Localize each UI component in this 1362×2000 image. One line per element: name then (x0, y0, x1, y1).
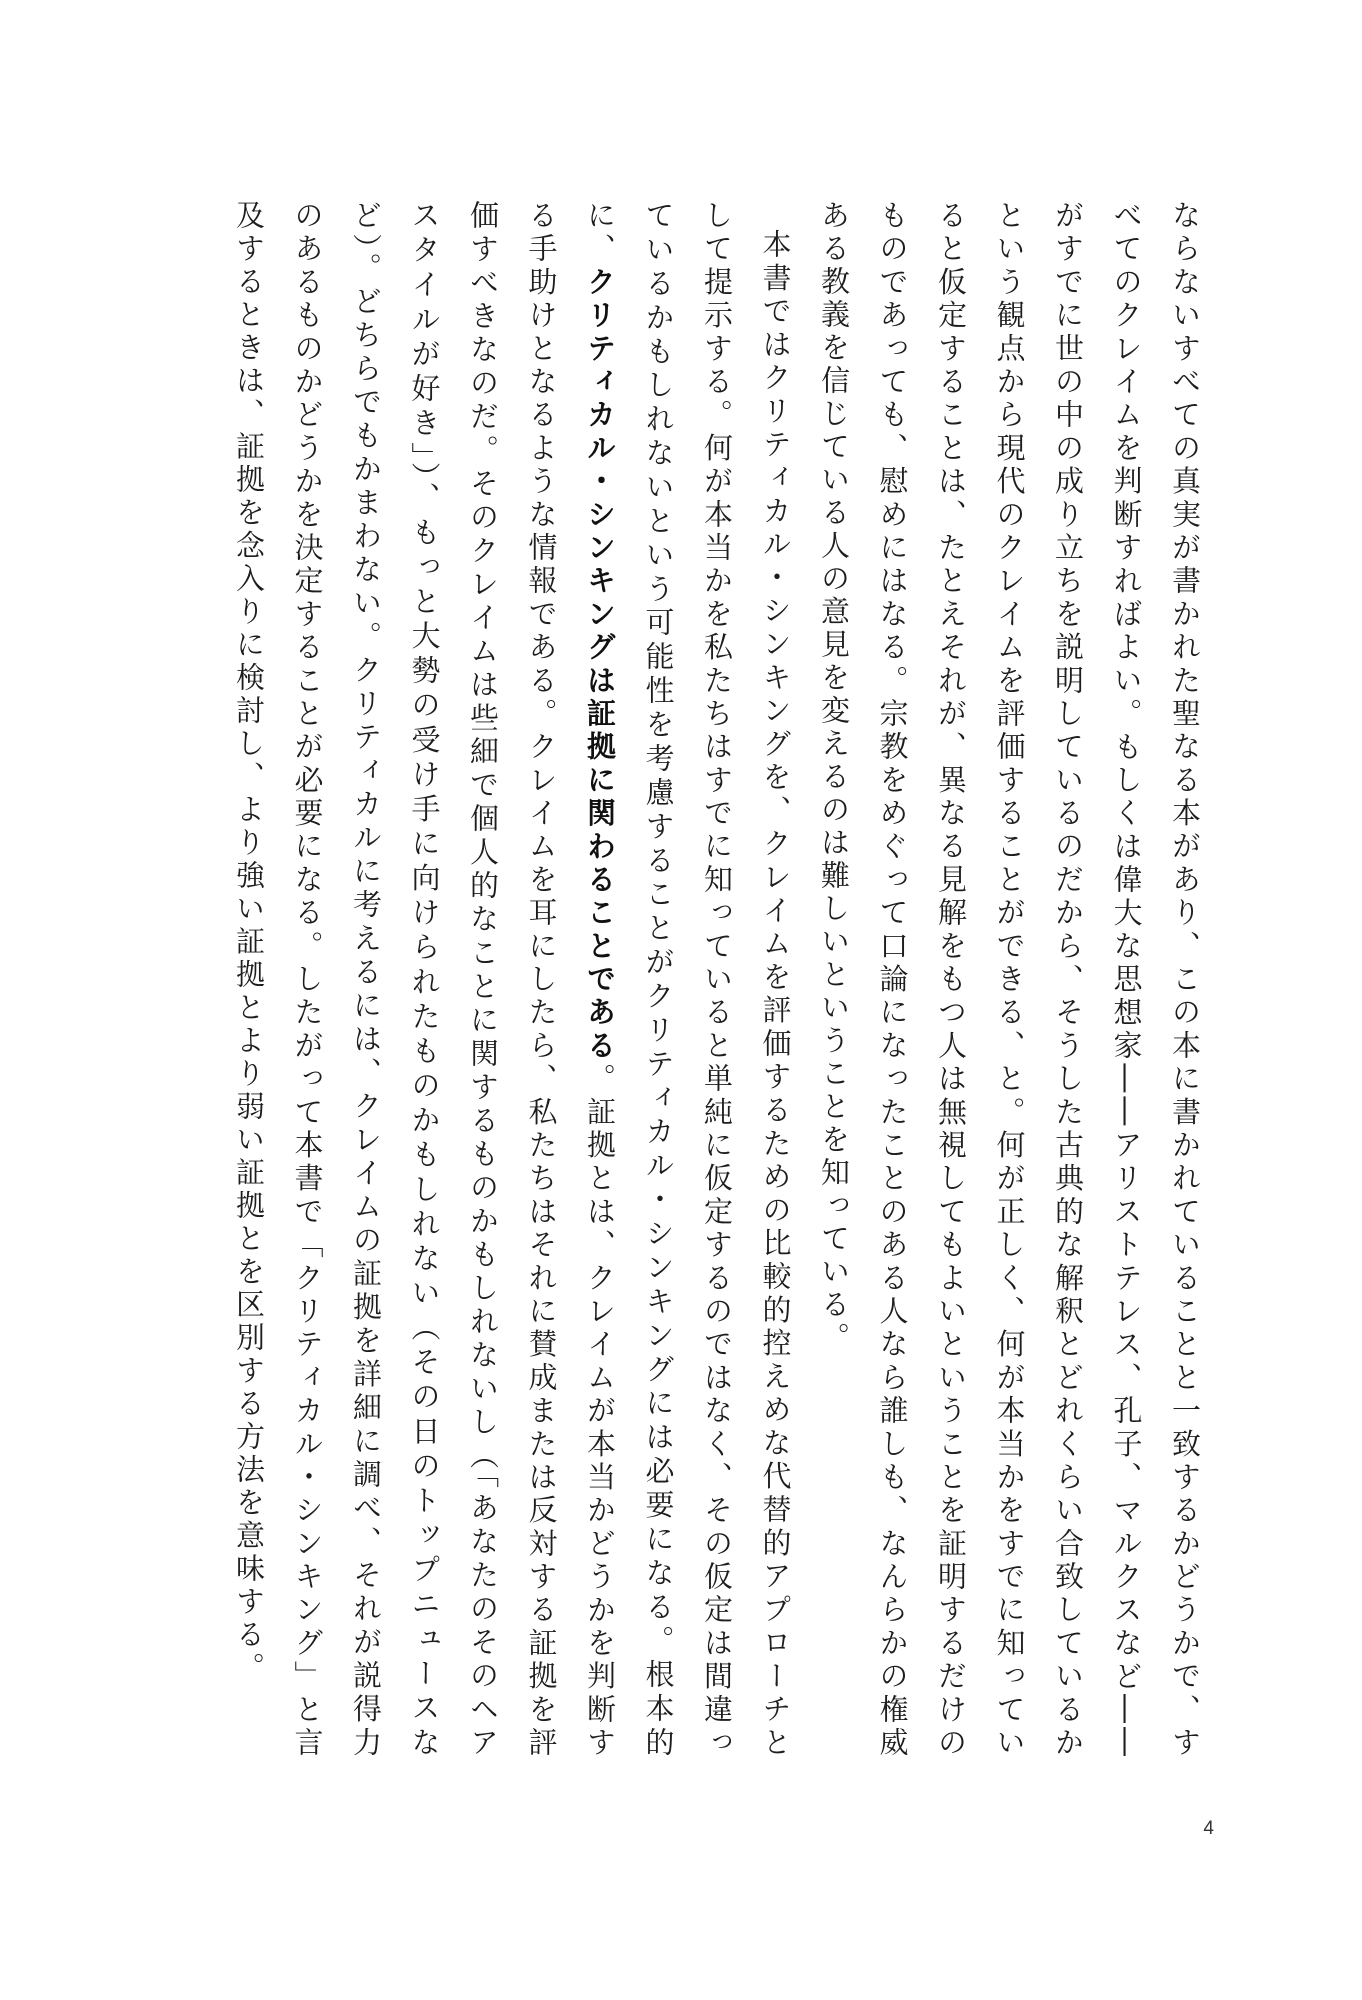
emphasis-critical-thinking-evidence: クリティカル・シンキングは証拠に関わることである (583, 266, 617, 1064)
paragraph-2-text-start: 本書ではクリティカル・シンキングを、クレイムを評価するための比較的控えめな代替的アプローチとして提示する。何が本当かを私たちはすでに知っていると単純に仮定するのではなく、その仮定は間違っているかもしれないという可能性を考慮することがクリティカル・シンキングには必要になる。根本的に、 (583, 200, 793, 1761)
page-number: 4 (1203, 1818, 1214, 1839)
body-text (134, 200, 1214, 1760)
paragraph-1 (805, 200, 1215, 1760)
paragraph-1-text: ならないすべての真実が書かれた聖なる本があり、この本に書かれていることと一致するかどうかで、すべてのクレイムを判断すればよい。もしくは偉大な思想家――アリストテレス、孔子、マルクスなど――がすでに世の中の成り立ちを説明しているのだから、そうした古典的な解釈とどれくらい合致しているかという観点から現代のクレイムを評価することができる、と。何が正しく、何が本当かをすでに知っていると仮定することは、たとえそれが、異なる見解をもつ人は無視してもよいということを証明するだけのものであっても、慰めにはなる。宗教をめぐって口論になったことのある人なら誰しも、なんらかの権威ある教義を信じている人の意見を変えるのは難しいということを知っている。 (817, 200, 1202, 1761)
paragraph-2-text-end: 。証拠とは、クレイムが本当かどうかを判断する手助けとなるような情報である。クレイムを耳にしたら、私たちはそれに賛成または反対する証拠を評価すべきなのだ。そのクレイムは些細で個人的なことに関するものかもしれないし（「あなたのそのヘアスタイルが好き」）、もっと大勢の受け手に向けられたものかもしれない（その日のトップニュースなど）。どちらでもかまわない。クリティカルに考えるには、クレイムの証拠を詳細に調べ、それが説得力のあるものかどうかを決定することが必要になる。したがって本書で「クリティカル・シンキング」と言及するときは、証拠を念入りに検討し、より強い証拠とより弱い証拠とを区別する方法を意味する。 (232, 200, 617, 1761)
paragraph-2 (220, 200, 805, 1760)
